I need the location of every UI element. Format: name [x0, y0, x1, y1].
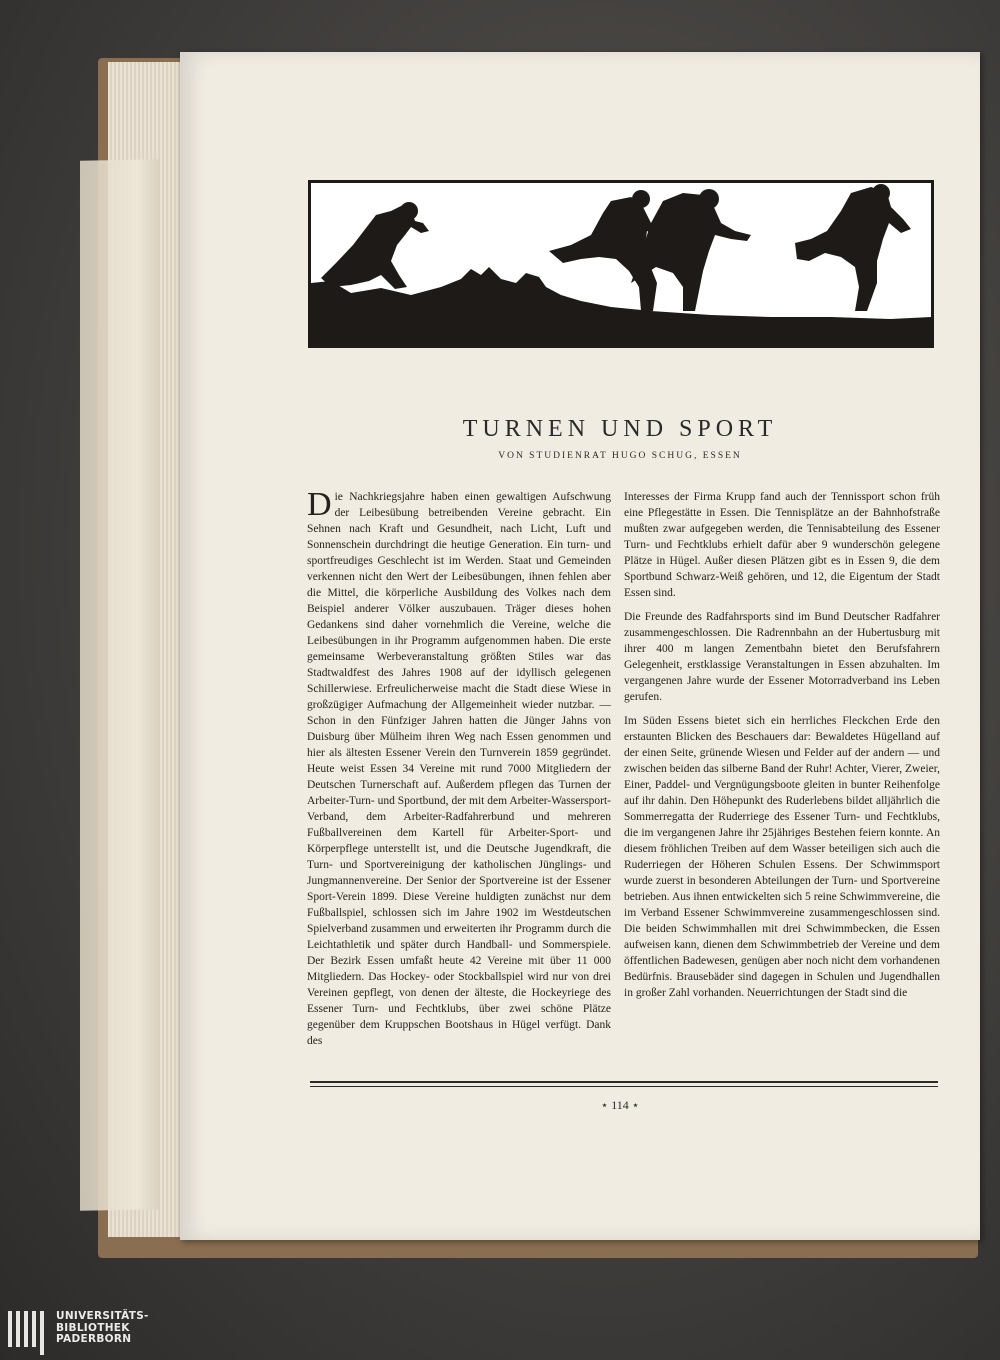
footer-rule: [310, 1081, 938, 1083]
footer-rule-thin: [310, 1086, 938, 1087]
library-logo-bars-icon: [8, 1311, 48, 1351]
tissue-paper-sheet: [80, 159, 160, 1210]
library-logo-line-2: BIBLIOTHEK: [56, 1321, 130, 1334]
right-paragraph-3: Im Süden Essens bietet sich ein herrliches Fleckchen Erde den erstaunten Blicken des Beschauers dar: Bewaldetes Hügelland auf der einen Seite, grünende Wiesen und Felder auf der andern — und zwischen beiden das silberne Band der Ruhr! Achter, Vierer, Zweier, Einer, Paddel- und Vergnügungsboote gleiten in bunter Reihenfolge auf ihr dahin. Den Höhepunkt des Ruderlebens bildet alljährlich die Sommerregatta der Ruderriege des Essener Turn- und Fechtklubs, die im vergangenen Jahre ihr 25jähriges Bestehen feiern konnte. An diesem fröhlichen Treiben auf dem Wasser beteiligen sich auch die Ruderriegen der Höheren Schulen Essens. Der Schwimmsport wurde zuerst in besonderen Abteilungen der Turn- und Sportvereine betrieben. Aus ihnen entwickelten sich 5 reine Schwimmvereine, die im Verband Essener Schwimmvereine zusammengeschlossen sind. Die beiden Schwimmhallen mit drei Schwimmbecken, die Essen aufweisen kann, dienen dem Schwimmbetrieb der Vereine und dem öffentlichen Badewesen, genügen aber noch nicht dem vorhandenen Bedürfnis. Brausebäder sind dagegen in Schulen und Jugendhallen in großer Zahl vorhanden. Neuerrichtungen der Stadt sind die: [624, 715, 940, 999]
page-number: ⋆ 114 ⋆: [600, 1098, 640, 1112]
library-logo-line-3: PADERBORN: [56, 1333, 132, 1345]
library-logo-text: [56, 1311, 149, 1346]
runners-silhouette-icon: [311, 183, 931, 345]
right-paragraph-1: Interesses der Firma Krupp fand auch der Tennissport schon früh eine Pflegestätte in Essen. Die Tennisplätze an der Bahnhofstraße mußten zwar aufgegeben werden, die Tennisabteilung des Essener Turn- und Fechtklubs erhielt dafür aber 9 wunderschön gelegene Plätze in Hügel. Außer diesen Plätzen gibt es in Essen 9, die dem Sportbund Schwarz-Weiß gehören, und 12, die Eigentum der Stadt Essen sind.: [624, 491, 940, 599]
library-logo: [4, 1307, 164, 1355]
article-title: TURNEN UND SPORT: [462, 416, 778, 442]
left-paragraph: [307, 486, 611, 1049]
library-logo-line-1: UNIVERSITÄTS-: [56, 1310, 149, 1322]
runners-silhouette-illustration: [308, 180, 934, 348]
left-text-column: [307, 486, 611, 1057]
article-subtitle: VON STUDIENRAT HUGO SCHUG, ESSEN: [498, 451, 742, 461]
right-paragraph-2: Die Freunde des Radfahrsports sind im Bund Deutscher Radfahrer zusammengeschlossen. Die Radrennbahn an der Hubertusburg mit ihrer 400 m langen Zementbahn bietet den Berufsfahrern Gelegenheit, erstklassige Veranstaltungen in Essen abzuhalten. Im vergangenen Jahre wurde der Essener Motorradverband ins Leben gerufen.: [624, 611, 940, 703]
right-text-column: [624, 489, 940, 1009]
left-paragraph-text: ie Nachkriegsjahre haben einen gewaltigen Aufschwung der Leibesübung betreibenden Vereine gebracht. Ein Sehnen nach Kraft und Gesundheit, nach Licht, Luft und Sonnenschein durchdringt die heutige Generation. Ein turn- und sportfreudiges Geschlecht ist im Werden. Staat und Gemeinden verkennen nicht den Wert der Leibesübungen, ihnen fehlen aber die Mittel, die körperliche Ausbildung des Volkes nach dem Beispiel anderer Völker auszubauen. Träger dieses hohen Gedankens sind daher vornehmlich die Vereine, welche die Leibesübungen in ihr Programm aufgenommen haben. Die erste gemeinsame Werbeveranstaltung größten Stiles war das Stadtwaldfest des Jahres 1908 auf der idyllisch gelegenen Schillerwiese. Erfreulicherweise macht die Stadt diese Wiese in großzügiger Aufmachung der Allgemeinheit wieder nutzbar. — Schon in den Fünfziger Jahren hatten die Jünger Jahns von Duisburg über Mülheim ihren Weg nach Essen genommen und hier als ältesten Essener Verein den Turnverein 1859 gegründet. Heute weist Essen 34 Vereine mit rund 7000 Mitgliedern der Deutschen Turnerschaft auf. Außerdem pflegen das Turnen der Arbeiter-Turn- und Sportbund, der mit dem Arbeiter-Wassersport-Verband, dem Arbeiter-Radfahrerbund und mehreren Fußballvereinen dem Kartell für Arbeiter-Sport- und Körperpflege unterstellt ist, und die Deutsche Jugendkraft, die Turn- und Sportvereinigung der katholischen Jünglings- und Jungmannenvereine. Der Senior der Sportvereine ist der Essener Sport-Verein 1899. Diese Vereine huldigten zunächst nur dem Fußballspiel, schlossen sich im Jahre 1902 im Westdeutschen Spielverband zusammen und erweiterten ihr Programm durch die Leichtathletik und später durch Handball- und Sommerspiele. Der Bezirk Essen umfaßt heute 42 Vereine mit über 11 000 Mitgliedern. Das Hockey- oder Stockballspiel wird nur von drei Vereinen gepflegt, von denen der älteste, die Hockeyriege des Essener Turn- und Fechtklubs, über zwei schöne Plätze gegenüber dem Kruppschen Bootshaus in Hügel verfügt. Dank des: [307, 491, 611, 1047]
drop-cap: D: [307, 486, 332, 523]
